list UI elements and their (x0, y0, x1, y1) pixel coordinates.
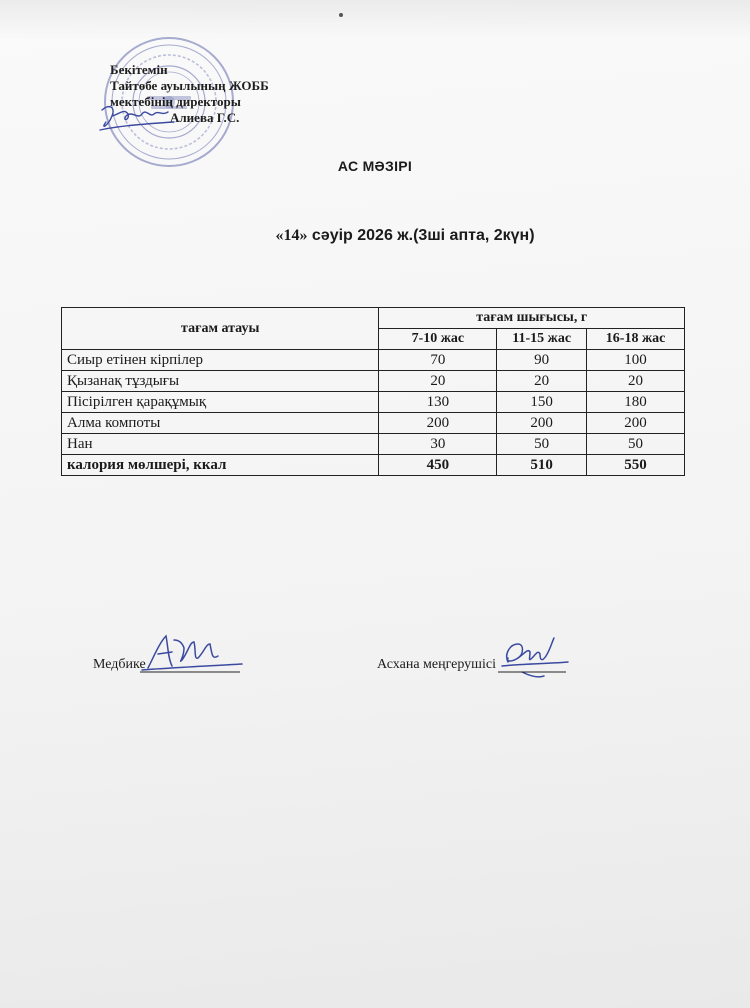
dish-name: Қызанақ тұздығы (62, 371, 379, 392)
portion-16-18: 20 (587, 371, 685, 392)
menu-table (61, 307, 685, 476)
portion-11-15: 50 (497, 434, 587, 455)
header-age-1: 7-10 жас (379, 329, 497, 350)
portion-7-10: 130 (379, 392, 497, 413)
dish-name: Пісірілген қарақұмық (62, 392, 379, 413)
dish-name: Алма компоты (62, 413, 379, 434)
portion-7-10: 30 (379, 434, 497, 455)
menu-date-day: «14» (275, 227, 308, 244)
table-row (62, 371, 685, 392)
portion-11-15: 20 (497, 371, 587, 392)
menu-date (0, 227, 750, 245)
portion-11-15: 150 (497, 392, 587, 413)
portion-7-10: 200 (379, 413, 497, 434)
calorie-label: калория мөлшері, ккал (62, 455, 379, 476)
approval-position: мектебінің директоры (110, 94, 241, 109)
dish-name: Сиыр етінен кірпілер (62, 350, 379, 371)
approval-heading: Бекітемін (110, 62, 168, 77)
dish-name: Нан (62, 434, 379, 455)
calories-16-18: 550 (587, 455, 685, 476)
portion-16-18: 180 (587, 392, 685, 413)
portion-16-18: 50 (587, 434, 685, 455)
table-header-row (62, 308, 685, 329)
portion-7-10: 20 (379, 371, 497, 392)
medic-label: Медбике (93, 657, 146, 672)
portion-7-10: 70 (379, 350, 497, 371)
speck (339, 13, 343, 17)
medic-signature-underline (140, 670, 240, 674)
portion-16-18: 200 (587, 413, 685, 434)
header-dish-name: тағам атауы (62, 308, 379, 350)
table-row (62, 350, 685, 371)
portion-11-15: 90 (497, 350, 587, 371)
approval-director-name: Алиева Г.С. (170, 110, 240, 125)
portion-11-15: 200 (497, 413, 587, 434)
director-signature (98, 100, 178, 136)
table-total-row (62, 455, 685, 476)
header-age-2: 11-15 жас (497, 329, 587, 350)
kitchen-signature-line (377, 657, 496, 673)
kitchen-manager-signature (494, 632, 574, 684)
table-row (62, 392, 685, 413)
approval-school: Тайтөбе ауылының ЖОББ (110, 78, 269, 93)
calories-7-10: 450 (379, 455, 497, 476)
table-row (62, 434, 685, 455)
kitchen-manager-label: Асхана меңгерушісі (377, 657, 496, 672)
calories-11-15: 510 (497, 455, 587, 476)
portion-16-18: 100 (587, 350, 685, 371)
table-row (62, 413, 685, 434)
kitchen-signature-underline (498, 670, 566, 674)
header-output: тағам шығысы, г (379, 308, 685, 329)
menu-date-text: сәуір 2026 ж.(3ші апта, 2күн) (307, 227, 535, 244)
page-title: АС МӘЗІРІ (337, 158, 413, 174)
header-age-3: 16-18 жас (587, 329, 685, 350)
